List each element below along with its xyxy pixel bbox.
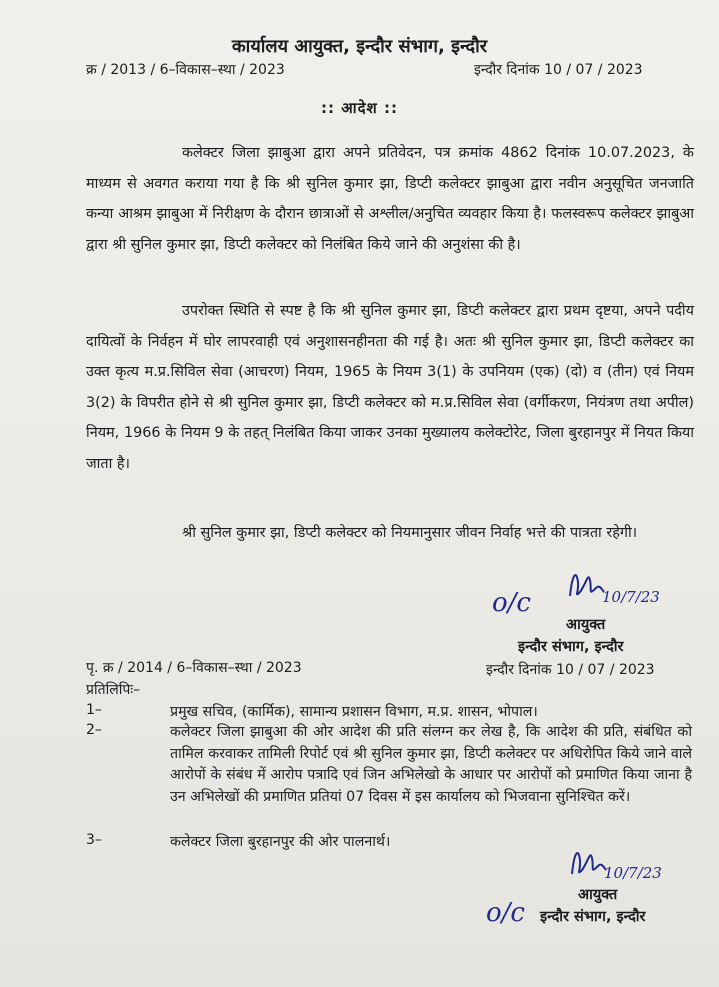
signature-date: 10/7/23 — [604, 864, 662, 882]
copy-item-number: 2– — [86, 722, 102, 738]
endorsement-reference-number: पृ. क्र / 2014 / 6–विकास–स्था / 2023 — [86, 660, 302, 676]
office-title: कार्यालय आयुक्त, इन्दौर संभाग, इन्दौर — [231, 36, 488, 57]
copy-item-text: प्रमुख सचिव, (कार्मिक), सामान्य प्रशासन विभाग, म.प्र. शासन, भोपाल। — [170, 704, 538, 720]
signatory-division: इन्दौर संभाग, इन्दौर — [518, 639, 624, 655]
signatory-designation: आयुक्त — [578, 887, 618, 903]
copy-item-number: 1– — [86, 702, 102, 718]
signatory-division: इन्दौर संभाग, इन्दौर — [540, 909, 646, 925]
handwritten-signature — [566, 838, 686, 888]
order-date: इन्दौर दिनांक 10 / 07 / 2023 — [474, 62, 643, 78]
body-paragraph-3: श्री सुनिल कुमार झा, डिप्टी कलेक्टर को नियमानुसार जीवन निर्वाह भत्ते की पात्रता रहेगी। — [182, 525, 638, 541]
order-heading: :: आदेश :: — [321, 99, 398, 117]
handwritten-oc-mark: o/c — [492, 588, 531, 618]
body-paragraph-1: कलेक्टर जिला झाबुआ द्वारा अपने प्रतिवेदन, पत्र क्रमांक 4862 दिनांक 10.07.2023, के माध्यम से अवगत कराया गया है कि श्री सुनिल कुमार झा, डिप्टी कलेक्टर झाबुआ द्वारा नवीन अनुसूचित जनजाति कन्या आश्रम झाबुआ में निरीक्षण के दौरान छात्राओं से अश्लील/अनुचित व्यवहार किया है। फलस्वरूप कलेक्टर झाबुआ द्वारा श्री सुनिल कुमार झा, डिप्टी कलेक्टर को निलंबित किये जाने की अनुशंसा की है। — [86, 145, 694, 253]
copy-item-text: कलेक्टर जिला बुरहानपुर की ओर पालनार्थ। — [170, 834, 391, 850]
handwritten-oc-mark: o/c — [486, 898, 525, 928]
signature-date: 10/7/23 — [602, 588, 660, 606]
copy-item-number: 3– — [86, 832, 102, 848]
endorsement-date: इन्दौर दिनांक 10 / 07 / 2023 — [486, 662, 655, 678]
order-reference-number: क्र / 2013 / 6–विकास–स्था / 2023 — [86, 62, 285, 78]
copy-item-text: कलेक्टर जिला झाबुआ की ओर आदेश की प्रति संलग्न कर लेख है, कि आदेश की प्रति, संबंधित को तामिल करवाकर तामिली रिपोर्ट एवं श्री सुनिल कुमार झा, डिप्टी कलेक्टर पर अधिरोपित किये जाने वाले आरोपों के संबंध में आरोप पत्रादि एवं जिन अभिलेखो के आधार पर आरोपों को प्रमाणित किया जाना है उन अभिलेखों की प्रमाणित प्रतियां 07 दिवस में इस कार्यालय को भिजवाना सुनिश्चित करें। — [170, 724, 692, 805]
body-paragraph-2: उपरोक्त स्थिति से स्पष्ट है कि श्री सुनिल कुमार झा, डिप्टी कलेक्टर द्वारा प्रथम दृष्टया, अपने पदीय दायित्वों के निर्वहन में घोर लापरवाही एवं अनुशासनहीनता की गई है। अतः श्री सुनिल कुमार झा, डिप्टी कलेक्टर का उक्त कृत्य म.प्र.सिविल सेवा (आचरण) नियम, 1965 के नियम 3(1) के उपनियम (एक) (दो) व (तीन) एवं नियम 3(2) के विपरीत होने से श्री सुनिल कुमार झा, डिप्टी कलेक्टर को म.प्र.सिविल सेवा (वर्गीकरण, नियंत्रण तथा अपील) नियम, 1966 के नियम 9 के तहत् निलंबित किया जाकर उनका मुख्यालय कलेक्टोरेट, जिला बुरहानपुर में नियत किया जाता है। — [86, 303, 694, 472]
copy-to-label: प्रतिलिपिः– — [86, 682, 141, 698]
signatory-designation: आयुक्त — [566, 617, 606, 633]
handwritten-signature — [566, 562, 686, 612]
